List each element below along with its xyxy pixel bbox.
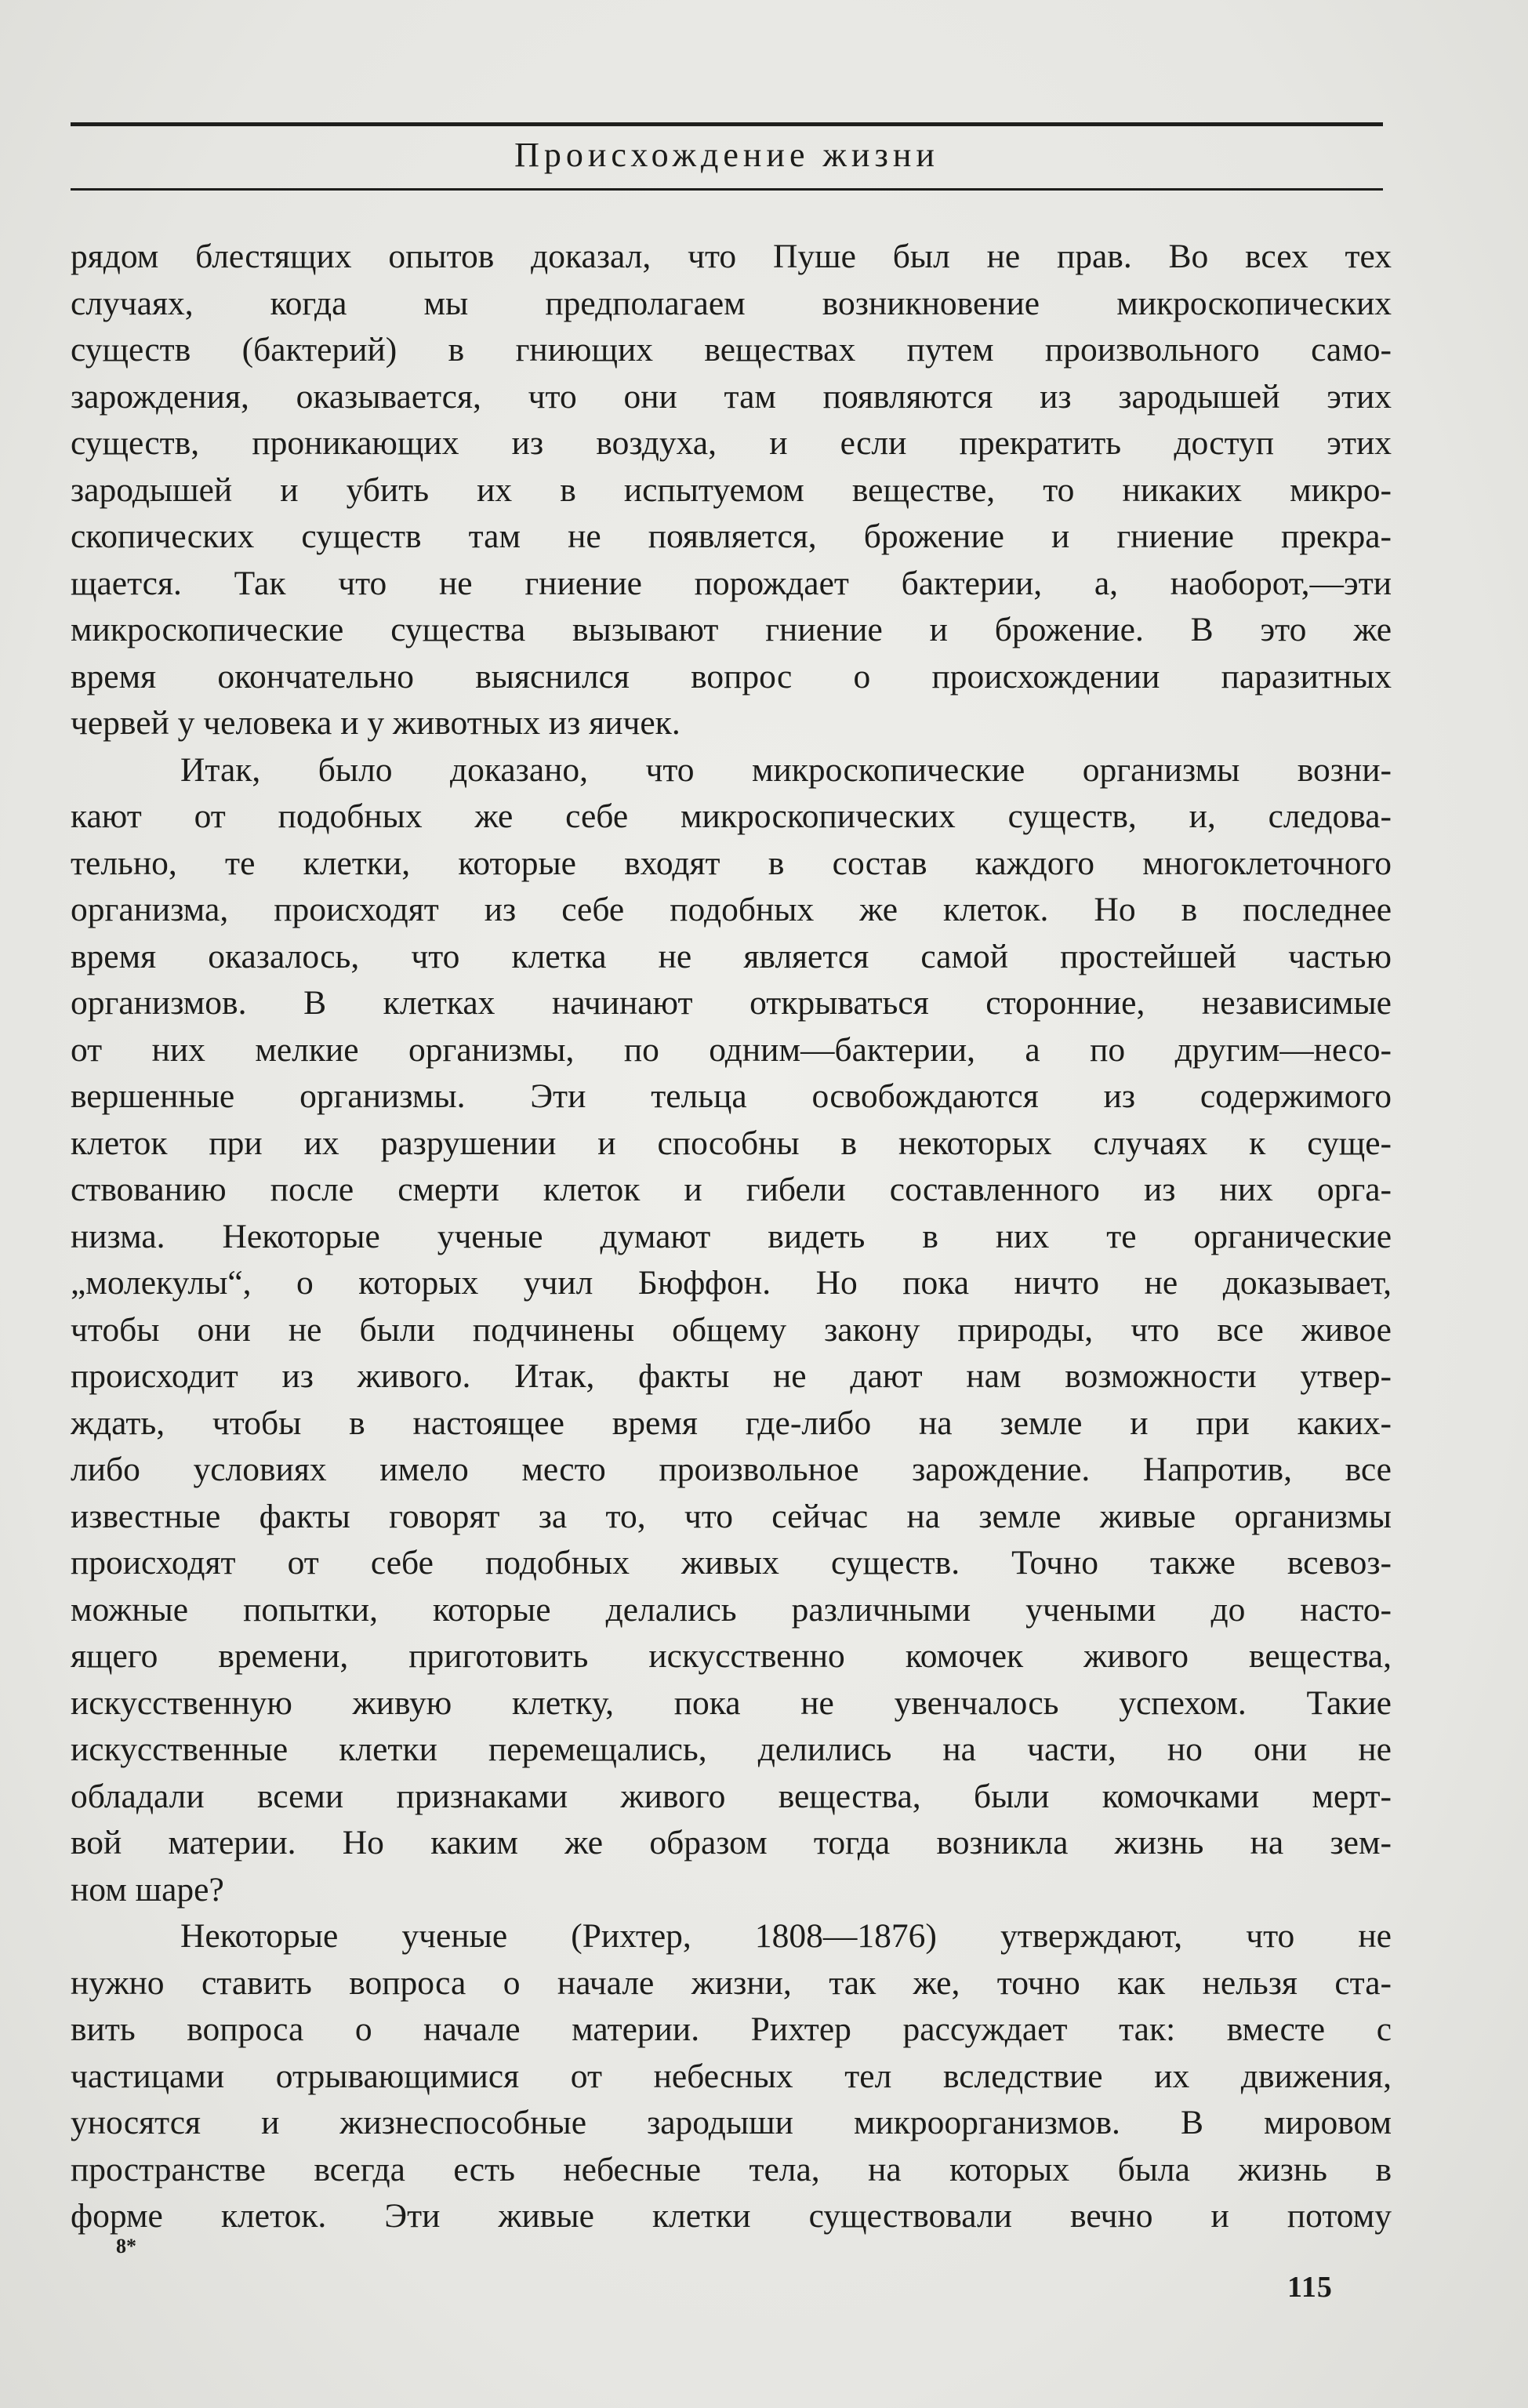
text-line: случаях, когда мы предполагаем возникновение микроскопических [71,284,1392,322]
text-line: происходят от себе подобных живых существ. Точно также всевоз- [71,1544,1392,1582]
text-line: существ, проникающих из воздуха, и если прекратить доступ этих [71,424,1392,462]
text-line: известные факты говорят за то, что сейчас на земле живые организмы [71,1497,1392,1535]
text-line: ждать, чтобы в настоящее время где-либо на земле и при каких- [71,1404,1392,1442]
text-line: обладали всеми признаками живого вещества, были комочками мерт- [71,1777,1392,1815]
signature-mark: 8* [116,2235,136,2257]
text-line: щается. Так что не гниение порождает бактерии, а, наоборот,—эти [71,564,1392,602]
text-line: частицами отрывающимися от небесных тел вследствие их движения, [71,2057,1392,2095]
text-line: пространстве всегда есть небесные тела, на которых была жизнь в [71,2150,1392,2188]
text-line: зарождения, оказывается, что они там появляются из зародышей этих [71,377,1392,416]
text-line: уносятся и жизнеспособные зародыши микроорганизмов. В мировом [71,2104,1392,2141]
text-line: клеток при их разрушении и способны в некоторых случаях к суще- [71,1124,1392,1162]
header-rule-top [71,122,1383,126]
text-line: рядом блестящих опытов доказал, что Пуше был не прав. Во всех тех [71,238,1392,275]
text-line: микроскопические существа вызывают гниение и брожение. В это же [71,611,1392,648]
text-line: скопических существ там не появляется, брожение и гниение прекра- [71,518,1392,555]
text-line: происходит из живого. Итак, факты не дают нам возможности утвер- [71,1357,1392,1395]
text-line: низма. Некоторые ученые думают видеть в них те органические [71,1217,1392,1255]
text-line: время оказалось, что клетка не является самой простейшей частью [71,937,1392,975]
body-text [71,234,1392,2240]
text-line: искусственные клетки перемещались, делились на части, но они не [71,1731,1392,1768]
text-line: ном шаре? [71,1870,224,1909]
text-line: червей у человека и у животных из яичек. [71,704,681,742]
text-line: чтобы они не были подчинены общему закону природы, что все живое [71,1310,1392,1349]
header-rule-bottom [71,188,1383,191]
text-line: либо условиях имело место произвольное зарождение. Напротив, все [71,1451,1392,1488]
text-line: вой материи. Но каким же образом тогда возникла жизнь на зем- [71,1824,1392,1861]
text-line: тельно, те клетки, которые входят в состав каждого многоклеточного [71,844,1392,882]
text-line: от них мелкие организмы, по одним—бактерии, а по другим—несо- [71,1030,1392,1069]
text-line: вершенные организмы. Эти тельца освобождаются из содержимого [71,1077,1392,1115]
text-line: кают от подобных же себе микроскопических существ, и, следова- [71,797,1392,835]
text-line: вить вопроса о начале материи. Рихтер рассуждает так: вместе с [71,2010,1392,2048]
text-line: ствованию после смерти клеток и гибели составленного из них орга- [71,1171,1392,1208]
text-line: искусственную живую клетку, пока не увенчалось успехом. Такие [71,1683,1392,1722]
text-line: зародышей и убить их в испытуемом веществе, то никаких микро- [71,470,1392,509]
text-line: можные попытки, которые делались различными учеными до насто- [71,1590,1392,1629]
text-line: организма, происходят из себе подобных же клеток. Но в последнее [71,891,1392,928]
text-line: организмов. В клетках начинают открываться сторонние, независимые [71,984,1392,1022]
text-line: нужно ставить вопроса о начале жизни, так же, точно как нельзя ста- [71,1963,1392,2002]
running-title: Происхождение жизни [514,136,939,174]
text-line: Некоторые ученые (Рихтер, 1808—1876) утверждают, что не [180,1917,1392,1955]
text-line: Итак, было доказано, что микроскопические организмы возни- [180,750,1392,789]
page-number: 115 [1287,2271,1333,2304]
text-line: существ (бактерий) в гниющих веществах путем произвольного само- [71,331,1392,369]
text-line: форме клеток. Эти живые клетки существовали вечно и потому [71,2197,1392,2235]
text-line: „молекулы“, о которых учил Бюффон. Но пока ничто не доказывает, [71,1264,1392,1302]
text-line: время окончательно выяснился вопрос о происхождении паразитных [71,657,1392,696]
text-line: ящего времени, приготовить искусственно комочек живого вещества, [71,1637,1392,1675]
